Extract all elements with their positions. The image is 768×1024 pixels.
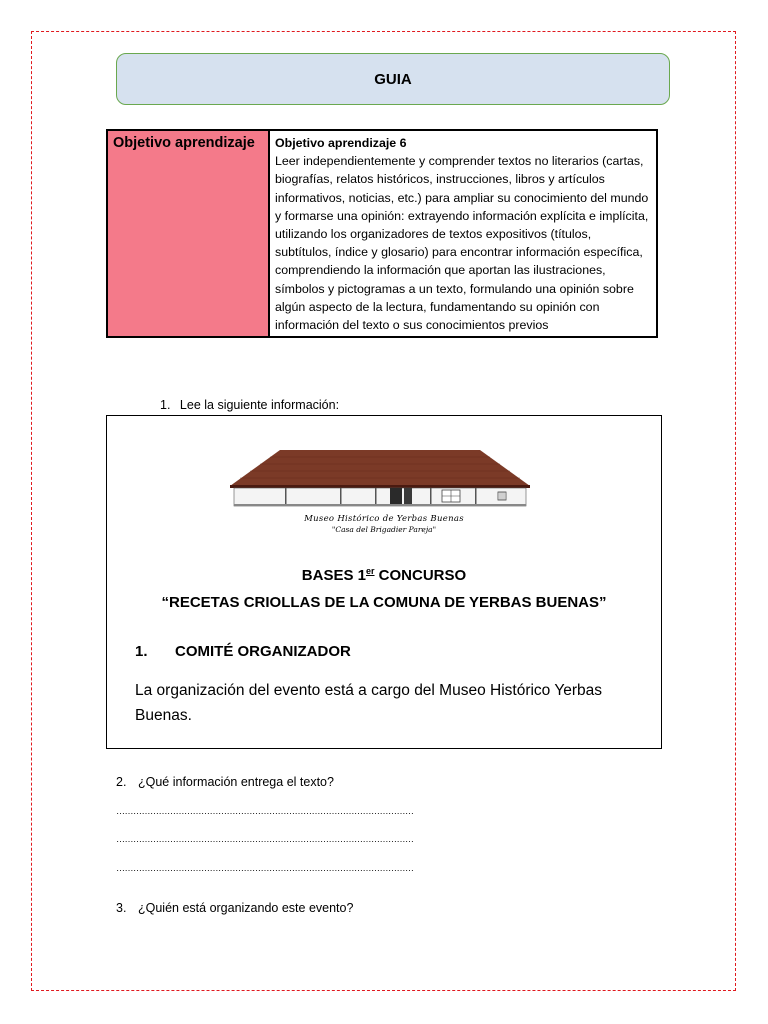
- answer-line[interactable]: ……………………………………………………………………………………………: [116, 834, 414, 844]
- bases-title-suffix: CONCURSO: [374, 567, 467, 584]
- question-2-text: ¿Qué información entrega el texto?: [138, 775, 334, 789]
- question-1: [160, 398, 339, 412]
- objective-content: [269, 130, 657, 337]
- question-2-number: 2.: [116, 775, 127, 789]
- bases-title-text: BASES 1: [301, 567, 366, 584]
- section-number: 1.: [135, 643, 148, 660]
- section-heading: [135, 643, 351, 660]
- answer-line[interactable]: ……………………………………………………………………………………………: [116, 806, 414, 816]
- answer-line[interactable]: ……………………………………………………………………………………………: [116, 863, 414, 873]
- section-title: COMITÉ ORGANIZADOR: [175, 643, 351, 660]
- info-box: [106, 415, 662, 749]
- objective-table: [106, 129, 658, 338]
- bases-title: [107, 566, 661, 584]
- museum-caption-subtitle: "Casa del Brigadier Pareja": [331, 525, 437, 534]
- question-3-text: ¿Quién está organizando este evento?: [138, 901, 354, 915]
- objective-title: Objetivo aprendizaje 6: [275, 136, 407, 150]
- contest-name: “RECETAS CRIOLLAS DE LA COMUNA DE YERBAS BUENAS”: [161, 594, 607, 611]
- question-3: [116, 901, 353, 915]
- guide-title: GUIA: [374, 70, 412, 88]
- bases-title-superscript: er: [366, 566, 375, 576]
- guide-title-box: [116, 53, 670, 105]
- question-2: [116, 775, 334, 789]
- question-1-number: 1.: [160, 398, 171, 412]
- museum-building-image: [230, 444, 530, 514]
- objective-text: Leer independientemente y comprender textos no literarios (cartas, biografías, relatos históricos, instrucciones, libros y artículos informativos, noticias, etc.) para ampliar su conocimiento del mundo y formarse una opinión: extrayendo información explícita e implícita, utilizando los organizadores de textos expositivos (títulos, subtítulos, índice y glosario) para encontrar información específica, comprendiendo la información que aportan las ilustraciones, símbolos y pictogramas a un texto, formulando una opinión sobre algún aspecto de la lectura, fundamentando su opinión con información del texto o sus conocimientos previos: [275, 154, 649, 333]
- museum-caption-name: Museo Histórico de Yerbas Buenas: [304, 514, 464, 524]
- section-text: La organización del evento está a cargo del Museo Histórico Yerbas Buenas.: [135, 682, 603, 724]
- question-1-text: Lee la siguiente información:: [179, 398, 340, 412]
- question-3-number: 3.: [116, 901, 127, 915]
- objective-label: Objetivo aprendizaje: [107, 130, 269, 337]
